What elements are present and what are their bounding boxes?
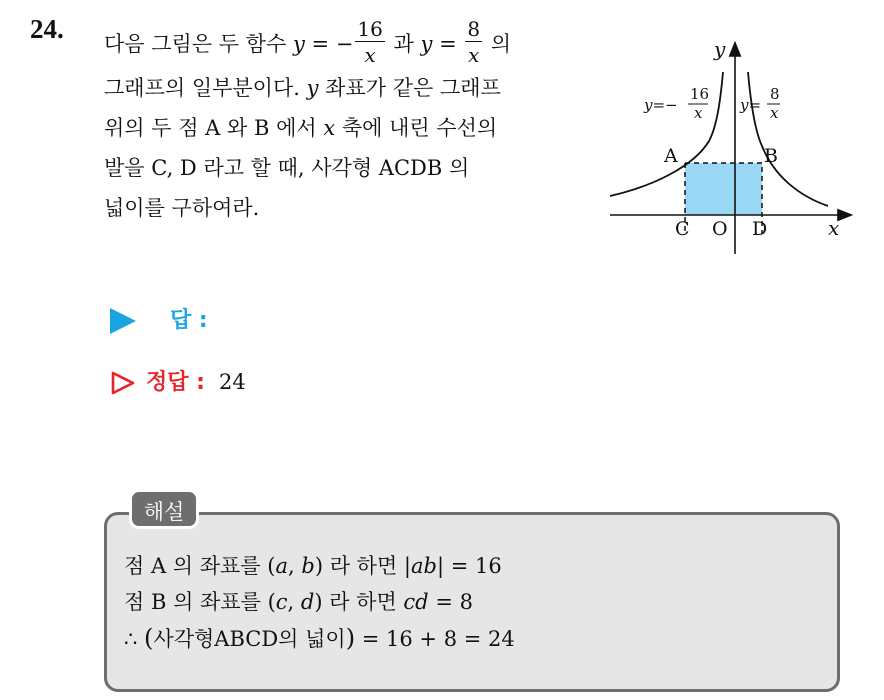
fraction-8-over-x: $\frac{8}{x}$ [467,16,481,67]
label-d: D [752,218,768,240]
problem-text [104,16,584,228]
problem-line-4: 발을 C, D 라고 할 때, 사각형 ACDB 의 [104,156,470,180]
label-b: B [764,145,778,167]
fraction-16-over-x: $\frac{16}{x}$ [357,16,383,67]
label-c: C [675,218,690,240]
left-curve-label [643,85,709,122]
answer-label: 답 : [110,303,208,334]
problem-line-5: 넓이를 구하여라. [104,196,260,220]
graph-figure [604,36,854,258]
axis-y-label: y [714,37,726,61]
solution-tab: 해설 [129,489,199,529]
correct-answer [110,365,246,396]
axis-x-label: x [828,216,840,240]
outline-triangle-icon [110,370,136,396]
svg-text:x: x [694,104,703,122]
rectangle-acdb [685,163,762,215]
solution-line-1: 점 A 의 좌표를 (a, b) 라 하면 |ab| = 16 [124,554,502,578]
svg-text:x: x [770,104,779,122]
question-number: 24. [30,14,64,44]
problem-line-1: 다음 그림은 두 함수 y = − $\frac{16}{x}$ 과 y = $\frac{8}{x}$ 의 [104,16,512,67]
label-a: A [664,145,678,167]
svg-text:y=−: y=− [644,96,678,114]
svg-text:8: 8 [770,85,780,103]
solution-line-3: ∴ (사각형ABCD의 넓이) = 16 + 8 = 24 [124,624,515,652]
right-curve-label [739,85,780,122]
correct-answer-value: 24 [218,370,246,394]
correct-answer-label: 정답 : [146,370,205,395]
play-triangle-icon [110,308,136,334]
problem-line-2: 그래프의 일부분이다. y 좌표가 같은 그래프 [104,76,501,100]
label-o: O [712,218,728,240]
solution-text [124,548,515,657]
problem-line-3: 위의 두 점 A 와 B 에서 x 축에 내린 수선의 [104,116,498,140]
svg-text:y=: y= [740,96,762,114]
svg-text:16: 16 [690,85,710,103]
solution-line-2: 점 B 의 좌표를 (c, d) 라 하면 cd = 8 [124,590,473,614]
